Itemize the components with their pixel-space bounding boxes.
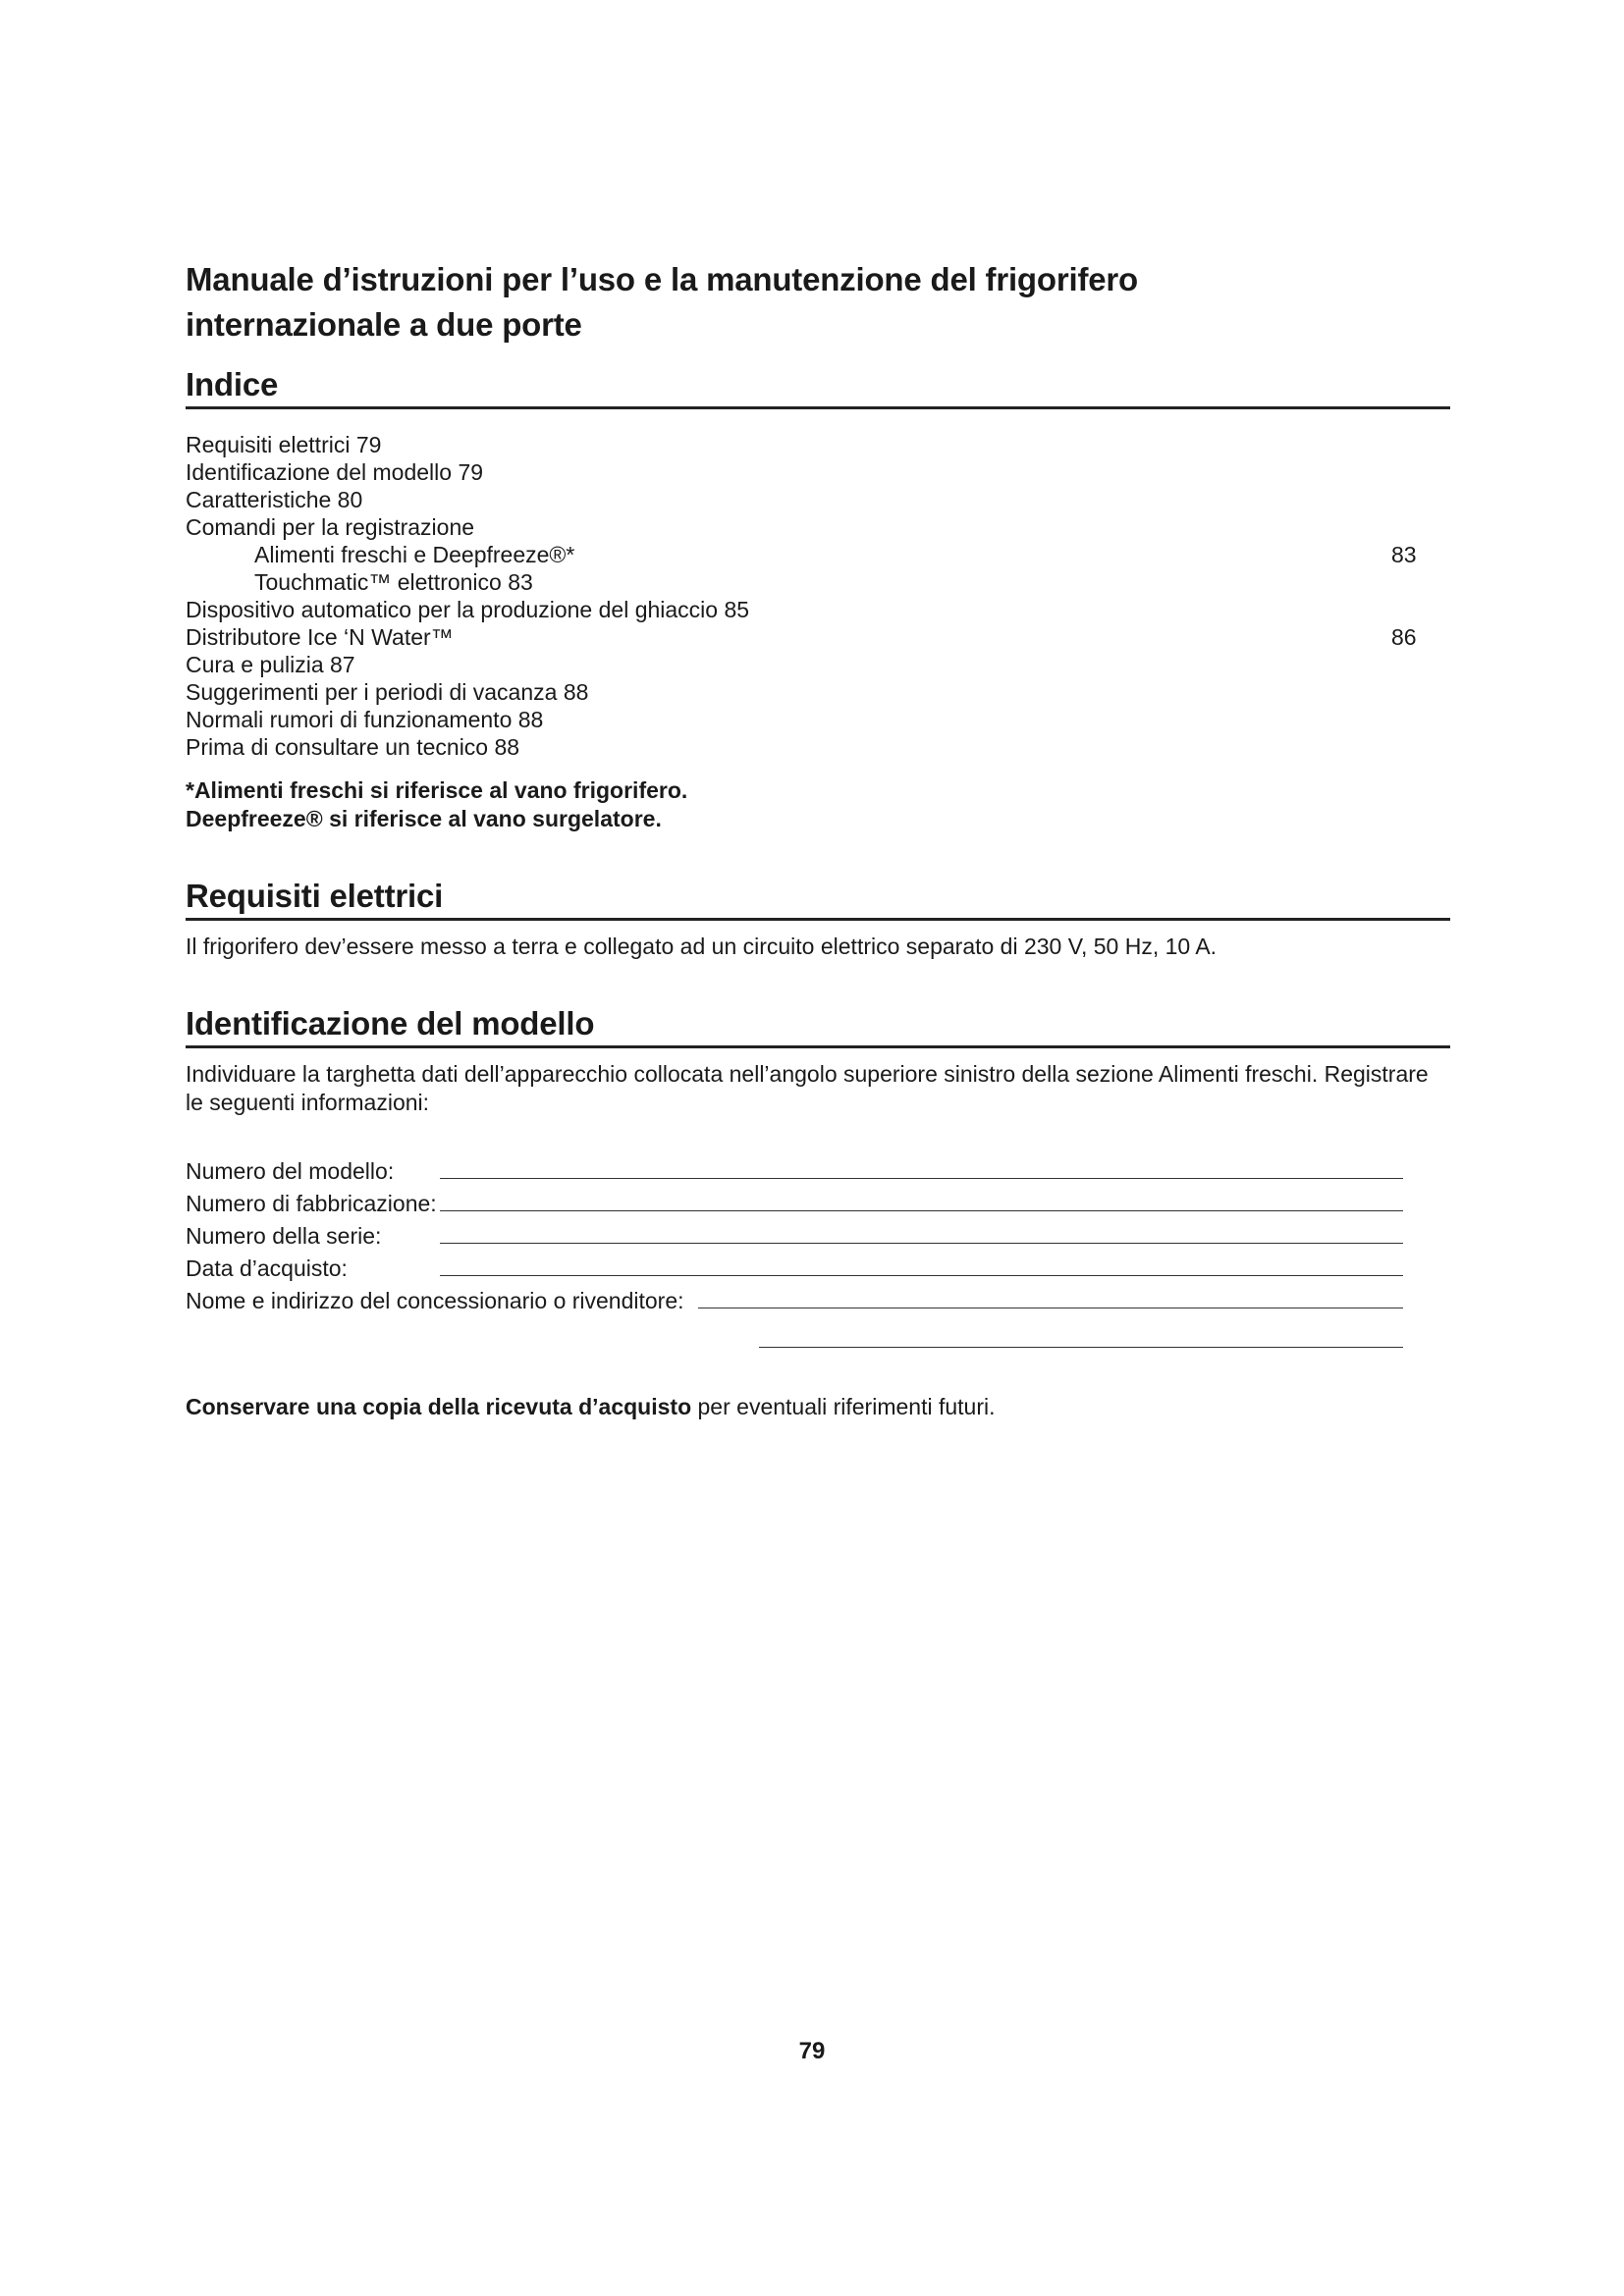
model-id-section [186, 1004, 1450, 1421]
manual-page [186, 257, 1450, 1421]
dealer-row-continued [186, 1314, 1450, 1354]
index-footnote [186, 776, 1450, 833]
document-title-line1: Manuale d’istruzioni per l’uso e la manutenzione del frigorifero [186, 261, 1138, 297]
model-id-text: Individuare la targhetta dati dell’apparecchio collocata nell’angolo superiore sinistro della sezione Alimenti freschi. Registrare le seguenti informazioni: [186, 1061, 1429, 1115]
model-number-field[interactable] [440, 1178, 1403, 1179]
toc-entry-label: Alimenti freschi e Deepfreeze®* [254, 542, 575, 567]
toc-entry-page [1391, 651, 1450, 678]
toc-subentry [186, 568, 1450, 596]
toc-entry-label: Prima di consultare un tecnico 88 [186, 734, 520, 760]
purchase-date-field[interactable] [440, 1275, 1403, 1276]
index-section [186, 365, 1450, 833]
toc-entry-label: Identificazione del modello 79 [186, 459, 484, 485]
table-of-contents [186, 431, 1450, 761]
toc-entry-label: Requisiti elettrici 79 [186, 432, 382, 457]
closing-note-rest: per eventuali riferimenti futuri. [691, 1394, 996, 1419]
toc-entry-page [1391, 431, 1450, 458]
toc-entry [186, 623, 1450, 651]
toc-entry [186, 706, 1450, 733]
page-number: 79 [798, 2038, 826, 2064]
electrical-heading: Requisiti elettrici [186, 877, 1450, 921]
closing-note [186, 1393, 1450, 1421]
toc-entry [186, 486, 1450, 513]
electrical-section [186, 877, 1450, 961]
toc-entry-page [1391, 486, 1450, 513]
toc-entry-page [1391, 596, 1450, 623]
manufacture-number-label: Numero di fabbricazione: [186, 1191, 437, 1216]
dealer-label: Nome e indirizzo del concessionario o rivenditore: [186, 1288, 684, 1313]
model-info-form [186, 1152, 1450, 1354]
document-title [186, 257, 1450, 347]
purchase-date-label: Data d’acquisto: [186, 1255, 348, 1281]
dealer-row [186, 1282, 1450, 1314]
model-number-row [186, 1152, 1450, 1185]
toc-entry [186, 458, 1450, 486]
toc-entry-page [1391, 458, 1450, 486]
toc-entry-page [1391, 568, 1450, 596]
toc-entry-page [1391, 513, 1450, 541]
toc-entry-page [1391, 706, 1450, 733]
toc-entry [186, 596, 1450, 623]
electrical-text: Il frigorifero dev’essere messo a terra e collegato ad un circuito elettrico separato di 230 V, 50 Hz, 10 A. [186, 934, 1218, 959]
toc-entry [186, 431, 1450, 458]
serial-number-field[interactable] [440, 1243, 1403, 1244]
footnote-line: Deepfreeze® si riferisce al vano surgelatore. [186, 806, 662, 831]
document-title-line2: internazionale a due porte [186, 306, 582, 343]
manufacture-number-row [186, 1185, 1450, 1217]
toc-entry [186, 513, 1450, 541]
serial-number-label: Numero della serie: [186, 1223, 382, 1249]
toc-entry-label: Normali rumori di funzionamento 88 [186, 707, 544, 732]
toc-entry-label: Touchmatic™ elettronico 83 [254, 569, 533, 595]
model-id-heading: Identificazione del modello [186, 1004, 1450, 1048]
toc-entry-page [1391, 733, 1450, 761]
purchase-date-row [186, 1250, 1450, 1282]
toc-entry [186, 651, 1450, 678]
toc-entry-label: Dispositivo automatico per la produzione del ghiaccio 85 [186, 597, 750, 622]
toc-entry [186, 733, 1450, 761]
toc-subentry [186, 541, 1450, 568]
model-number-label: Numero del modello: [186, 1158, 395, 1184]
toc-entry-label: Comandi per la registrazione [186, 514, 475, 540]
dealer-field-line2[interactable] [759, 1347, 1403, 1348]
closing-note-bold: Conservare una copia della ricevuta d’acquisto [186, 1394, 692, 1419]
toc-entry-page [1391, 678, 1450, 706]
toc-entry-page: 83 [1391, 542, 1417, 567]
manufacture-number-field[interactable] [440, 1210, 1403, 1211]
toc-entry-label: Caratteristiche 80 [186, 487, 363, 512]
serial-number-row [186, 1217, 1450, 1250]
toc-entry-page: 86 [1391, 624, 1417, 650]
footnote-line: *Alimenti freschi si riferisce al vano frigorifero. [186, 777, 688, 803]
toc-entry-label: Cura e pulizia 87 [186, 652, 355, 677]
toc-entry-label: Distributore Ice ‘N Water™ [186, 624, 454, 650]
toc-entry-label: Suggerimenti per i periodi di vacanza 88 [186, 679, 589, 705]
index-heading: Indice [186, 365, 1450, 409]
toc-entry [186, 678, 1450, 706]
